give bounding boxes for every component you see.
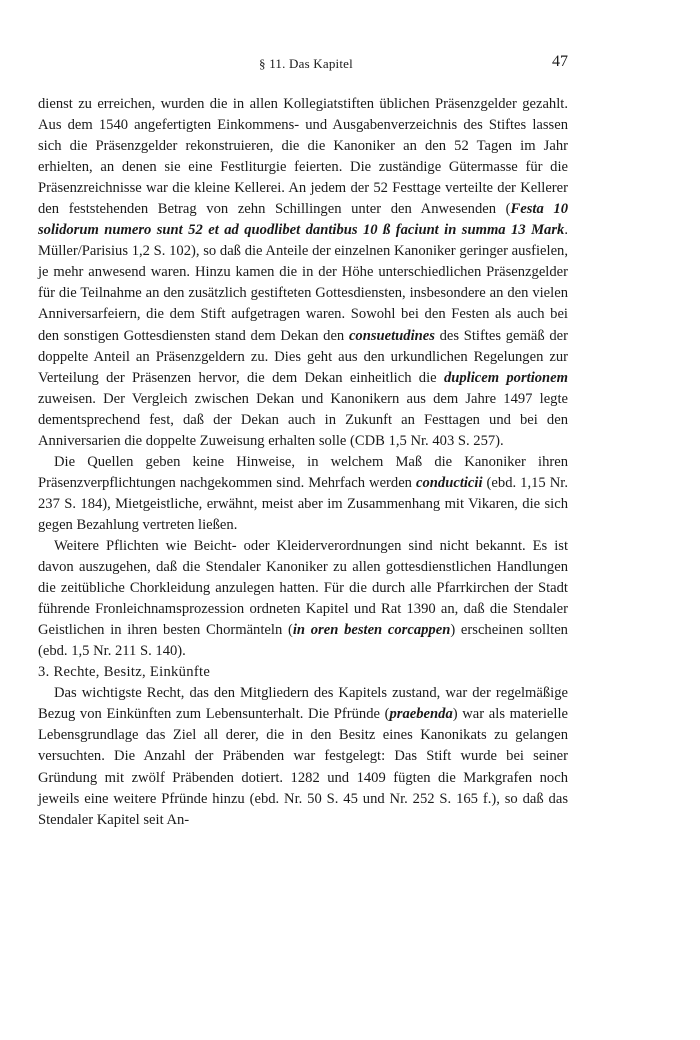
running-head [0, 53, 700, 76]
section-heading: 3. Rechte, Besitz, Einkünfte [38, 664, 211, 681]
paragraph: dienst zu erreichen, wurden die in allen Kollegiatstiften üblichen Präsenzgelder gezahlt. Aus dem 1540 angefertigten Einkommens- und Ausgabenverzeichnis des Stiftes lassen sich die Präsenzgelder rekonstruieren, die die Kanoniker an den 52 Tagen im Jahr erhielten, an denen sie eine Festliturgie feierten. Die zuständige Gütermasse für die Präsenzreichnisse war die kleine Kellerei. An jedem der 52 Festtage verteilte der Kellerer den feststehenden Betrag von zehn Schillingen unter den Anwesenden (Festa 10 solidorum numero sunt 52 et ad quodlibet dantibus 10 ß faciunt in summa 13 Mark. Müller/Parisius 1,2 S. 102), so daß die Anteile der einzelnen Kanoniker geringer ausfielen, je mehr anwesend waren. Hinzu kamen die in der Höhe unterschiedlichen Präsenzgelder für die Teilnahme an den zusätzlich gestifteten Gottesdiensten, insbesondere an den vielen Anniversarfeiern, die dem Stift aufgetragen waren. Sowohl bei den Festen als auch bei den sonstigen Gottesdiensten stand dem Dekan den consuetudines des Stiftes gemäß der doppelte Anteil an Präsenzgeldern zu. Dies geht aus den urkundlichen Regelungen zur Verteilung der Präsenzen hervor, die dem Dekan einheitlich die duplicem portionem zuweisen. Der Vergleich zwischen Dekan und Kanonikern aus dem Jahre 1497 legte dementsprechend fest, daß der Dekan auch in Zukunft an Festtagen und bei den Anniversarien die doppelte Zuweisung erhalten solle (CDB 1,5 Nr. 403 S. 257). [38, 96, 569, 449]
paragraph: Die Quellen geben keine Hinweise, in welchem Maß die Kanoniker ihren Präsenzverpflichtungen nachgekommen sind. Mehrfach werden conducticii (ebd. 1,15 Nr. 237 S. 184), Mietgeistliche, erwähnt, meist aber im Zusammenhang mit Vikaren, die sich gegen Bezahlung vertreten ließen. [38, 453, 568, 533]
latin-quotation: praebenda [389, 706, 453, 723]
page-number: 47 [552, 53, 568, 70]
latin-quotation: duplicem portionem [443, 369, 568, 386]
latin-quotation: conducticii [416, 474, 483, 491]
section-title: § 11. Das Kapitel [259, 56, 353, 71]
latin-quotation: consuetudines [348, 327, 435, 344]
latin-quotation: Festa 10 solidorum numero sunt 52 et ad quodlibet dantibus 10 ß faciunt in summa 13 Mark [38, 201, 569, 239]
paragraph: Das wichtigste Recht, das den Mitgliedern des Kapitels zustand, war der regelmäßige Bezug von Einkünften zum Lebensunterhalt. Die Pfründe (praebenda) war als materielle Lebensgrundlage das Ziel all derer, die in den Besitz eines Kanonikats zu gelangen versuchten. Die Anzahl der Präbenden war festgelegt: Das Stift wurde bei seiner Gründung mit zwölf Präbenden dotiert. 1282 und 1409 fügten die Markgrafen noch jeweils eine weitere Pfründe hinzu (ebd. Nr. 50 S. 45 und Nr. 252 S. 165 f.), so daß das Stendaler Kapitel seit An- [38, 685, 568, 828]
paragraph: Weitere Pflichten wie Beicht- oder Kleiderverordnungen sind nicht bekannt. Es ist davon auszugehen, daß die Stendaler Kanoniker zu allen gottesdienstlichen Handlungen die zeitübliche Chorkleidung anzulegen hatten. Für die durch alle Pfarrkirchen der Stadt führende Fronleichnamsprozession ordneten Kapitel und Rat 1390 an, daß die Stendaler Geistlichen in ihren besten Chormänteln (in oren besten corcappen) erscheinen sollten (ebd. 1,5 Nr. 211 S. 140). [38, 537, 568, 660]
body-text [38, 94, 568, 831]
latin-quotation: in oren besten corcappen [292, 622, 451, 639]
